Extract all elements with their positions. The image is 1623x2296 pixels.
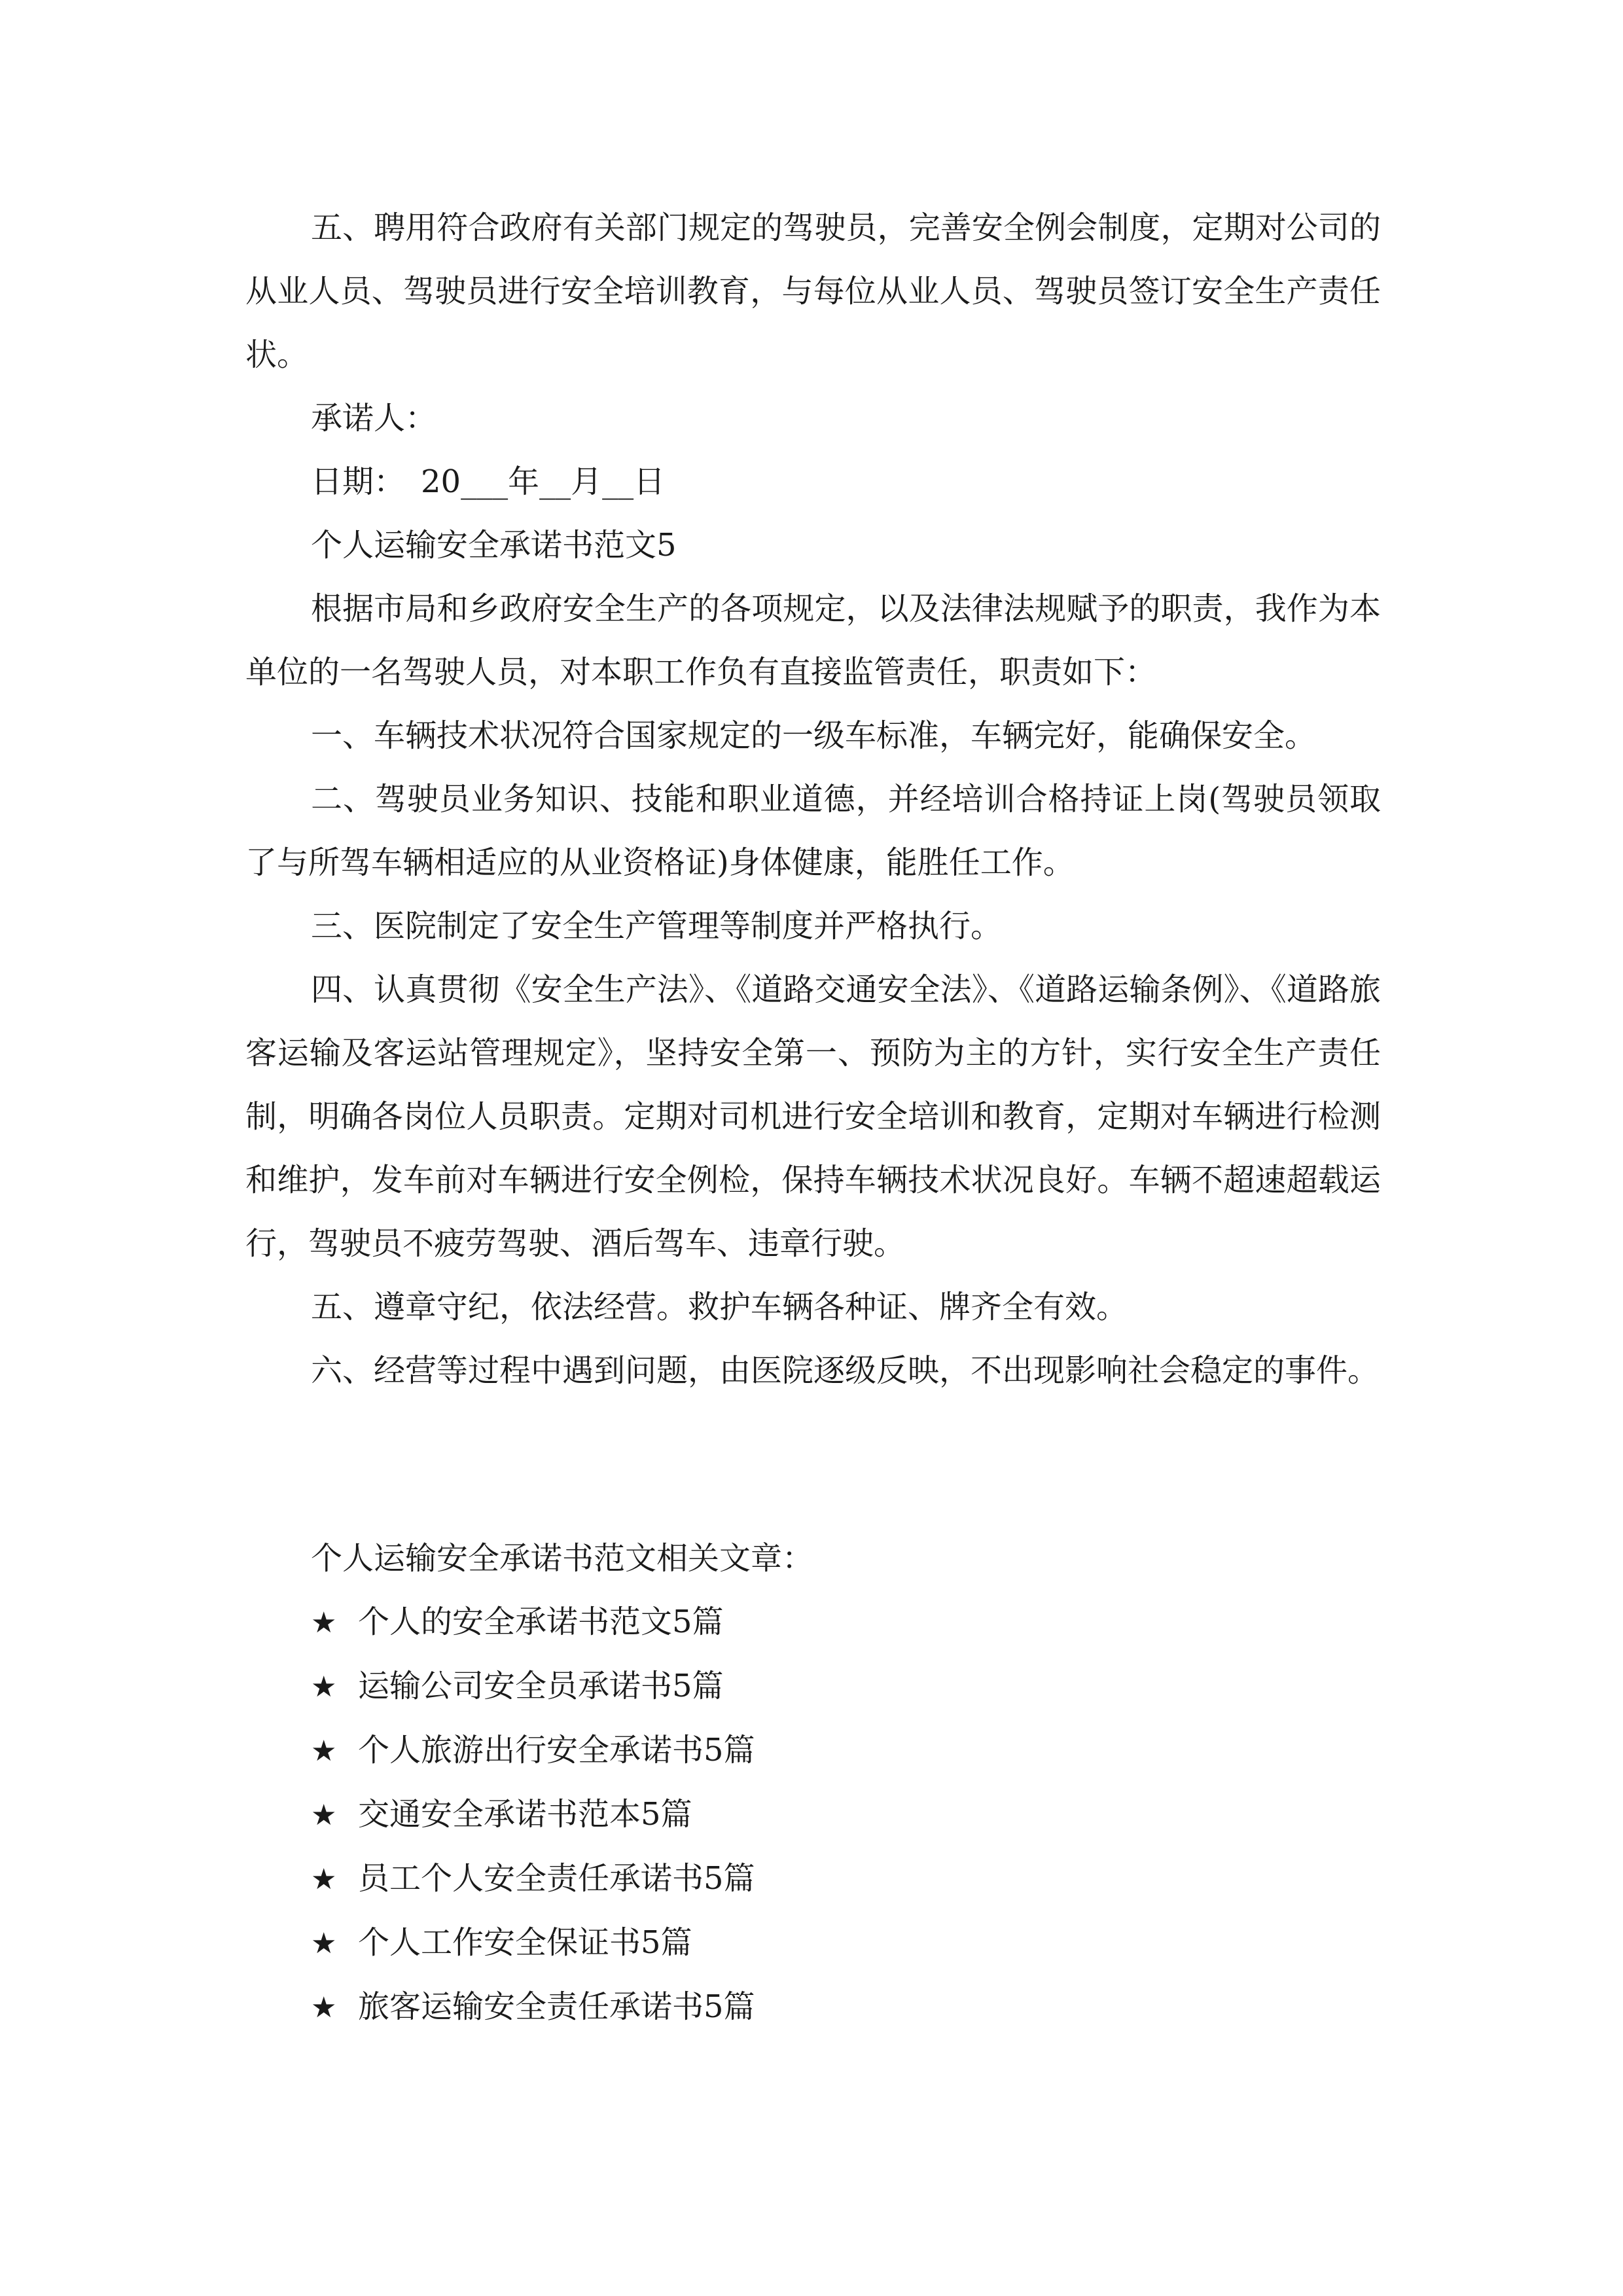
related-article-link[interactable]: [311, 1655, 1381, 1719]
star-icon: ★: [311, 1734, 337, 1768]
related-article-link[interactable]: [311, 1719, 1381, 1783]
star-icon: ★: [311, 1799, 337, 1832]
section-spacer: [245, 1403, 1381, 1527]
related-article-link[interactable]: [311, 1783, 1381, 1847]
related-article-title: 员工个人安全责任承诺书5篇: [358, 1860, 755, 1897]
related-article-link[interactable]: [311, 1847, 1381, 1911]
section-title: 个人运输安全承诺书范文5: [311, 527, 677, 564]
promiser-label: 承诺人：: [311, 400, 437, 437]
paragraph-item-5-hiring: 五、聘用符合政府有关部门规定的驾驶员，完善安全例会制度，定期对公司的从业人员、驾驶员进行安全培训教育，与每位从业人员、驾驶员签订安全生产责任状。: [245, 209, 1381, 373]
related-article-title: 个人工作安全保证书5篇: [358, 1924, 692, 1961]
paragraph-item-6: 六、经营等过程中遇到问题，由医院逐级反映，不出现影响社会稳定的事件。: [311, 1352, 1380, 1389]
paragraph-item-2: 二、驾驶员业务知识、技能和职业道德，并经培训合格持证上岗(驾驶员领取了与所驾车辆相适应的从业资格证)身体健康，能胜任工作。: [245, 781, 1381, 881]
related-article-link[interactable]: [311, 1975, 1381, 2039]
related-article-title: 交通安全承诺书范本5篇: [358, 1796, 692, 1833]
related-article-link[interactable]: [311, 1590, 1381, 1655]
star-icon: ★: [311, 1670, 337, 1704]
related-articles-heading: 个人运输安全承诺书范文相关文章：: [311, 1540, 814, 1577]
paragraph-item-4: 四、认真贯彻《安全生产法》、《道路交通安全法》、《道路运输条例》、《道路旅客运输及客运站管理规定》，坚持安全第一、预防为主的方针，实行安全生产责任制，明确各岗位人员职责。定期对司机进行安全培训和教育，定期对车辆进行检测和维护，发车前对车辆进行安全例检，保持车辆技术状况良好。车辆不超速超载运行，驾驶员不疲劳驾驶、酒后驾车、违章行驶。: [245, 971, 1381, 1262]
paragraph-item-3: 三、医院制定了安全生产管理等制度并严格执行。: [311, 908, 1003, 944]
date-line: 日期： 20___年__月__日: [311, 463, 666, 500]
paragraph-item-5: 五、遵章守纪，依法经营。救护车辆各种证、牌齐全有效。: [311, 1289, 1128, 1325]
related-article-title: 旅客运输安全责任承诺书5篇: [358, 1988, 755, 2025]
related-article-title: 个人的安全承诺书范文5篇: [358, 1604, 724, 1640]
document-body: [245, 196, 1381, 2039]
star-icon: ★: [311, 1606, 337, 1640]
paragraph-intro: 根据市局和乡政府安全生产的各项规定，以及法律法规赋予的职责，我作为本单位的一名驾驶人员，对本职工作负有直接监管责任，职责如下：: [245, 590, 1381, 691]
related-article-title: 运输公司安全员承诺书5篇: [358, 1668, 724, 1704]
paragraph-item-1: 一、车辆技术状况符合国家规定的一级车标准，车辆完好，能确保安全。: [311, 717, 1317, 754]
star-icon: ★: [311, 1927, 337, 1960]
star-icon: ★: [311, 1863, 337, 1896]
related-article-title: 个人旅游出行安全承诺书5篇: [358, 1732, 755, 1768]
related-articles-list: [245, 1590, 1381, 2039]
star-icon: ★: [311, 1991, 337, 2024]
related-article-link[interactable]: [311, 1911, 1381, 1975]
